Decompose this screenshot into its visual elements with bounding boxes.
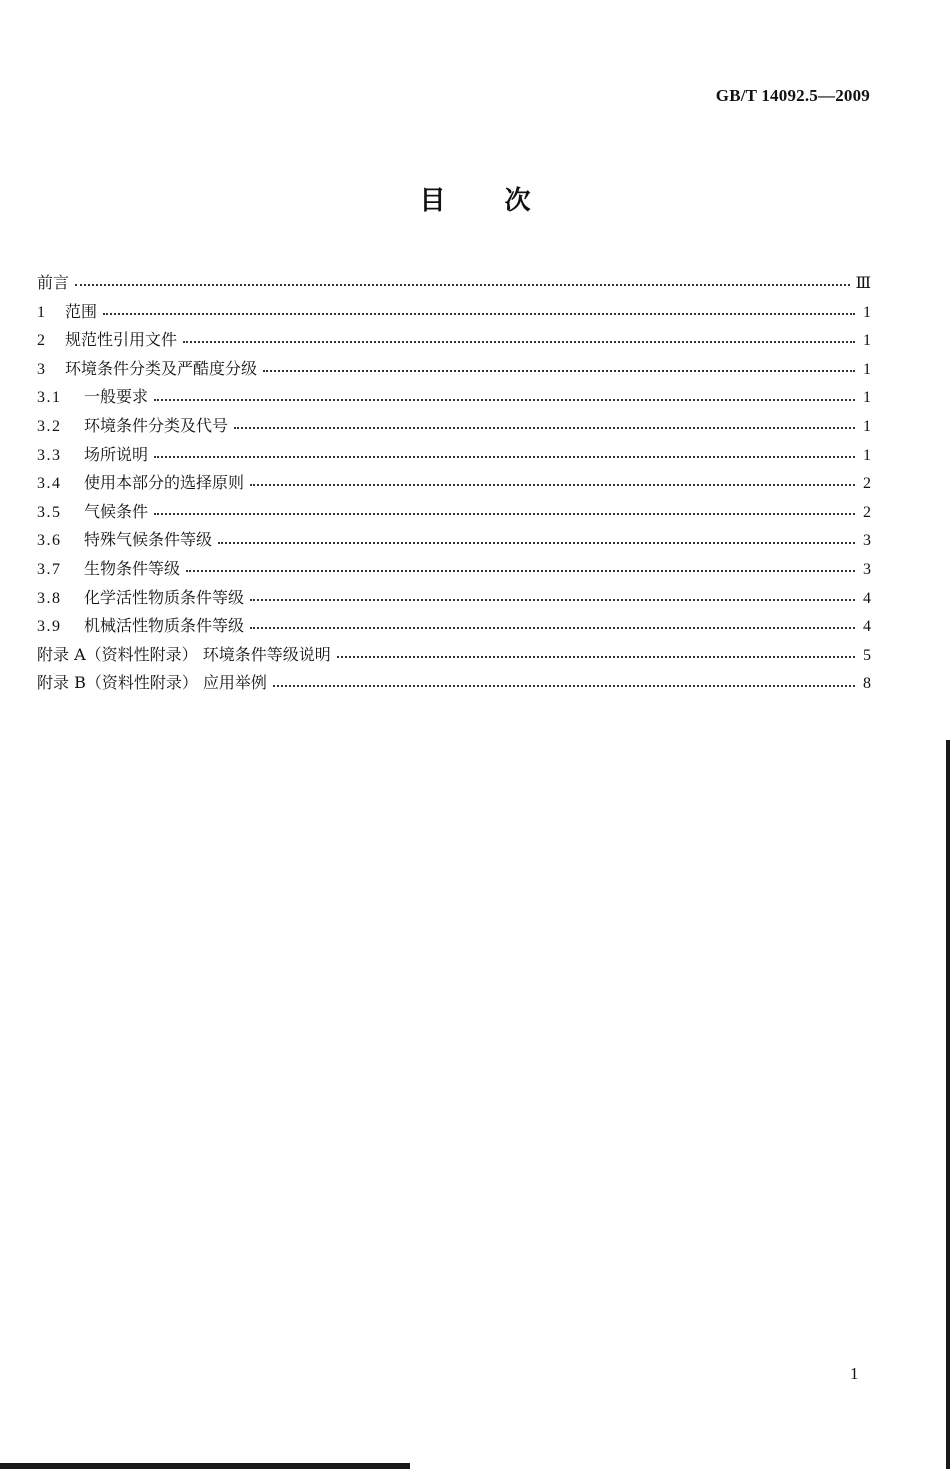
toc-entry-number: 3 <box>37 360 45 378</box>
toc-entry-number: 2 <box>37 332 45 350</box>
toc-entry-label: 场所说明 <box>84 444 149 464</box>
toc-entry-label: 气候条件 <box>84 501 149 521</box>
toc-entry-label: 环境条件分类及代号 <box>84 415 229 435</box>
toc-entry-page: 1 <box>863 332 871 350</box>
toc-entry-label: 附录 A（资料性附录） 环境条件等级说明 <box>37 644 331 664</box>
toc-leader <box>154 398 855 401</box>
toc-entry-page: 2 <box>863 503 871 521</box>
scan-edge-bottom <box>0 1463 410 1469</box>
toc-entry-label: 附录 B（资料性附录） 应用举例 <box>37 673 267 693</box>
toc-entry-3-1[interactable] <box>37 383 871 412</box>
toc-leader <box>186 569 855 572</box>
page-title: 目 次 <box>419 186 531 216</box>
toc-entry-label: 生物条件等级 <box>84 558 181 578</box>
toc-entry-3-6[interactable] <box>37 526 871 555</box>
toc-leader <box>183 340 855 343</box>
toc-entry-annex-a[interactable] <box>37 641 871 670</box>
toc-leader <box>250 483 855 486</box>
toc-entry-number: 3.6 <box>37 532 62 550</box>
toc-entry-number: 3.8 <box>37 589 62 607</box>
toc-entry-label: 前言 <box>37 273 70 292</box>
toc-leader <box>263 369 855 372</box>
toc-entry-3-5[interactable] <box>37 498 871 527</box>
toc-entry-3-8[interactable] <box>37 584 871 613</box>
toc-entry-page: Ⅲ <box>855 275 871 292</box>
toc-entry-label: 范围 <box>65 301 98 321</box>
toc-entry-page: 4 <box>863 618 871 636</box>
toc-entry-page: 8 <box>863 675 871 693</box>
toc-leader <box>218 541 855 544</box>
toc-leader <box>234 426 855 429</box>
toc-leader <box>154 455 855 458</box>
toc-entry-label: 使用本部分的选择原则 <box>84 473 245 493</box>
toc-leader <box>250 598 855 601</box>
toc-leader <box>337 655 855 658</box>
toc-entry-foreword[interactable] <box>37 269 871 298</box>
toc-leader <box>250 626 855 629</box>
toc-entry-number: 3.2 <box>37 417 62 435</box>
table-of-contents <box>37 269 871 698</box>
toc-entry-3-2[interactable] <box>37 412 871 441</box>
toc-entry-number: 1 <box>37 303 45 321</box>
toc-entry-page: 3 <box>863 560 871 578</box>
toc-entry-3[interactable] <box>37 355 871 384</box>
toc-entry-number: 3.3 <box>37 446 62 464</box>
toc-entry-page: 2 <box>863 475 871 493</box>
toc-entry-number: 3.5 <box>37 503 62 521</box>
toc-leader <box>75 283 850 286</box>
scan-edge-right <box>946 740 950 1469</box>
toc-entry-3-7[interactable] <box>37 555 871 584</box>
toc-entry-label: 环境条件分类及严酷度分级 <box>65 358 258 378</box>
toc-entry-number: 3.9 <box>37 618 62 636</box>
toc-entry-page: 3 <box>863 532 871 550</box>
toc-entry-label: 规范性引用文件 <box>65 330 178 350</box>
toc-entry-label: 机械活性物质条件等级 <box>84 616 245 636</box>
toc-entry-number: 3.4 <box>37 475 62 493</box>
toc-entry-3-4[interactable] <box>37 469 871 498</box>
toc-leader <box>154 512 855 515</box>
toc-leader <box>273 684 855 687</box>
toc-entry-page: 1 <box>863 417 871 435</box>
toc-entry-3-9[interactable] <box>37 612 871 641</box>
toc-entry-annex-b[interactable] <box>37 669 871 698</box>
toc-entry-number: 3.7 <box>37 560 62 578</box>
toc-entry-number: 3.1 <box>37 389 62 407</box>
toc-entry-2[interactable] <box>37 326 871 355</box>
toc-entry-page: 5 <box>863 646 871 664</box>
toc-entry-1[interactable] <box>37 298 871 327</box>
toc-entry-page: 1 <box>863 360 871 378</box>
toc-entry-label: 特殊气候条件等级 <box>84 530 213 550</box>
toc-entry-page: 4 <box>863 589 871 607</box>
standard-code: GB/T 14092.5—2009 <box>715 86 870 105</box>
toc-entry-page: 1 <box>863 446 871 464</box>
toc-entry-label: 化学活性物质条件等级 <box>84 587 245 607</box>
page-number: 1 <box>850 1364 859 1383</box>
toc-entry-page: 1 <box>863 303 871 321</box>
toc-leader <box>103 312 855 315</box>
toc-entry-page: 1 <box>863 389 871 407</box>
toc-entry-label: 一般要求 <box>84 387 149 407</box>
toc-entry-3-3[interactable] <box>37 441 871 470</box>
